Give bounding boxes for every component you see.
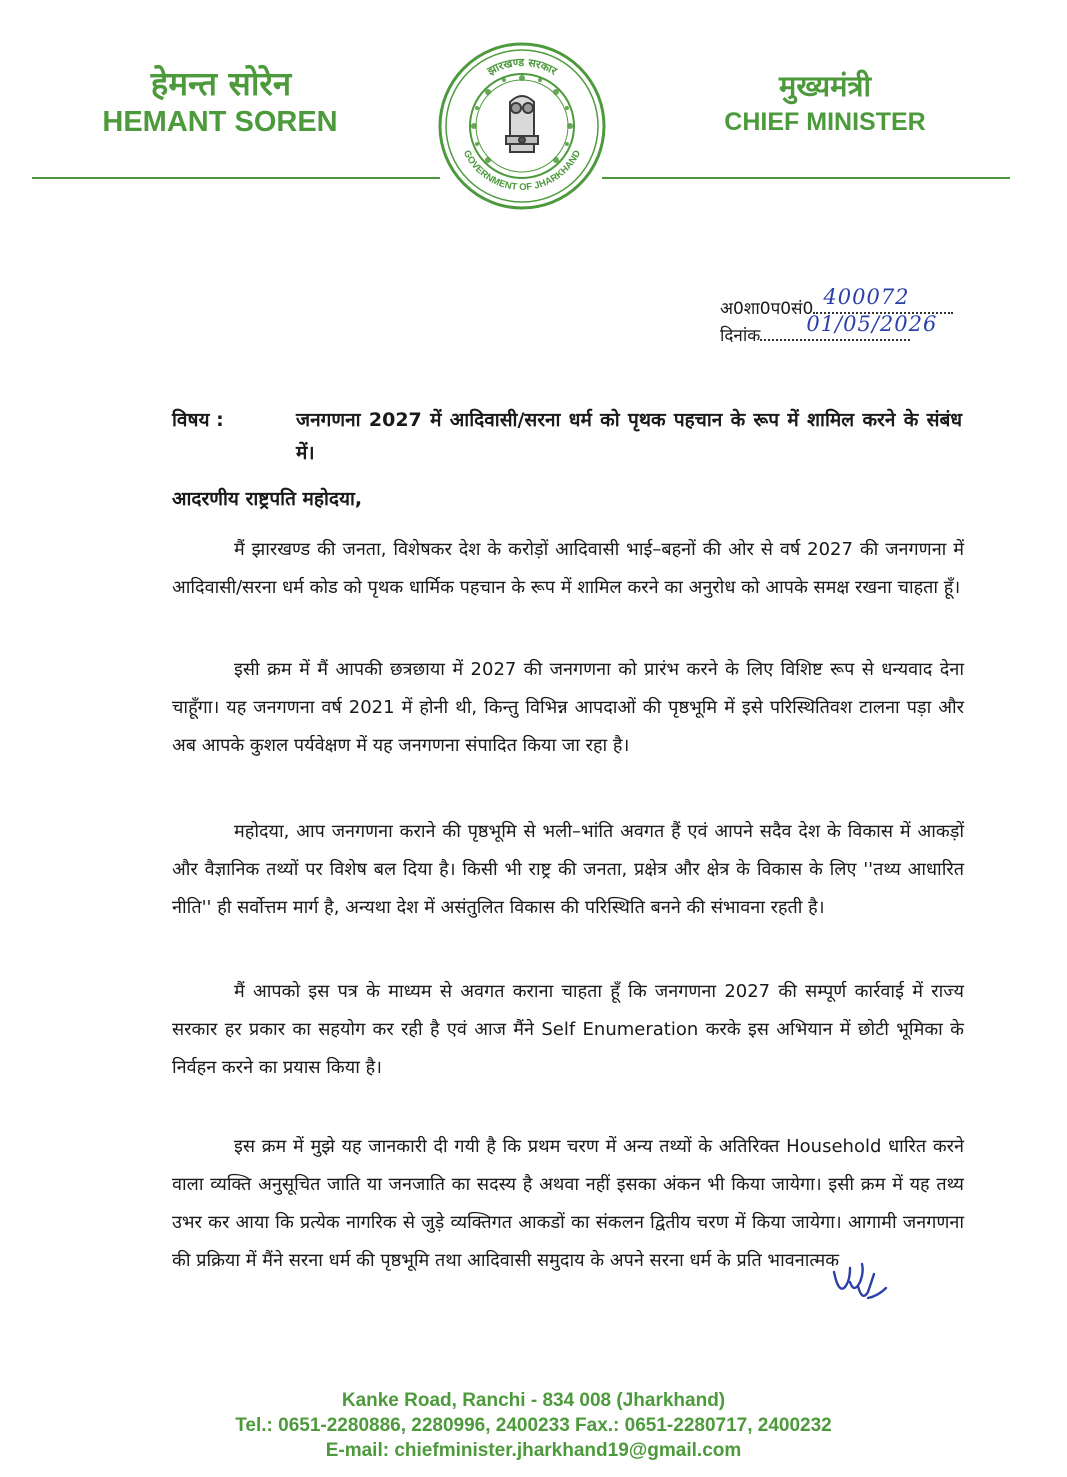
footer-address: Kanke Road, Ranchi - 834 008 (Jharkhand) [341, 1390, 726, 1411]
body-paragraph-5: इस क्रम में मुझे यह जानकारी दी गयी है कि प्रथम चरण में अन्य तथ्यों के अतिरिक्त Household धारित करने वाला व्यक्ति अनुसूचित जाति या जनजाति का सदस्य है अथवा नहीं इसका अंकन भी किया जायेगा। इसी क्रम में यह तथ्य उभर कर आया कि प्रत्येक नागरिक से जुड़े व्यक्तिगत आकडों का संकलन द्वितीय चरण में किया जायेगा। आगामी जनगणना की प्रक्रिया में मैंने सरना धर्म की पृष्ठभूमि तथा आदिवासी समुदाय के अपने सरना धर्म के प्रति भावनात्मक [172, 1136, 964, 1271]
seal-bottom-text: GOVERNMENT OF JHARKHAND [460, 148, 584, 194]
reference-number-value: 400072 [823, 285, 910, 309]
reference-block [720, 285, 953, 350]
sender-name-english: HEMANT SOREN [102, 106, 338, 138]
body-paragraph-4: मैं आपको इस पत्र के माध्यम से अवगत कराना चाहता हूँ कि जनगणना 2027 की सम्पूर्ण कार्रवाई में राज्य सरकार हर प्रकार का सहयोग कर रही है एवं आज मैंने Self Enumeration करके इस अभियान में छोटी भूमिका के निर्वहन करने का प्रयास किया है। [172, 981, 964, 1078]
letterhead-rule-right [602, 177, 1010, 179]
footer-phones: Tel.: 0651-2280886, 2280996, 2400233 Fax.: 0651-2280717, 2400232 [235, 1415, 832, 1436]
body-paragraph-3: महोदया, आप जनगणना कराने की पृष्ठभूमि से भली–भांति अवगत हैं एवं आपने सदैव देश के विकास में आकड़ों और वैज्ञानिक तथ्यों पर विशेष बल दिया है। किसी भी राष्ट्र की जनता, प्रक्षेत्र और क्षेत्र के विकास के लिए ''तथ्य आधारित नीति'' ही सर्वोत्तम मार्ग है, अन्यथा देश में असंतुलित विकास की परिस्थिति बनने की संभावना रहती है। [172, 821, 964, 918]
government-seal [436, 40, 608, 212]
salutation: आदरणीय राष्ट्रपति महोदया, [172, 488, 363, 510]
reference-date-value: 01/05/2026 [806, 312, 938, 336]
subject-text: जनगणना 2027 में आदिवासी/सरना धर्म को पृथक पहचान के रूप में शामिल करने के संबंध में। [296, 409, 962, 464]
footer-email: E-mail: chiefminister.jharkhand19@gmail.com [325, 1440, 742, 1461]
sender-title-english: CHIEF MINISTER [724, 108, 926, 136]
reference-date-label: दिनांक [720, 326, 761, 346]
seal-top-text: झारखण्ड सरकार [485, 55, 559, 78]
sender-name-hindi: हेमन्त सोरेन [150, 64, 292, 103]
letterhead-footer [0, 1388, 1067, 1463]
national-emblem-icon [506, 96, 538, 152]
subject-label: विषय : [172, 409, 224, 431]
handwritten-initials [828, 1258, 890, 1306]
reference-number-label: अ0शा0प0सं0 [720, 299, 814, 319]
letterhead-rule-left [32, 177, 440, 179]
sender-title-hindi: मुख्यमंत्री [779, 69, 871, 103]
body-paragraph-2: इसी क्रम में मैं आपकी छत्रछाया में 2027 की जनगणना को प्रारंभ करने के लिए विशिष्ट रूप से धन्यवाद देना चाहूँगा। यह जनगणना वर्ष 2021 में होनी थी, किन्तु विभिन्न आपदाओं की पृष्ठभूमि में इसे परिस्थितिवश टालना पड़ा और अब आपके कुशल पर्यवेक्षण में यह जनगणना संपादित किया जा रहा है। [172, 659, 964, 756]
body-paragraph-1: मैं झारखण्ड की जनता, विशेषकर देश के करोड़ों आदिवासी भाई–बहनों की ओर से वर्ष 2027 की जनगणना में आदिवासी/सरना धर्म कोड को पृथक धार्मिक पहचान के रूप में शामिल करने का अनुरोध को आपके समक्ष रखना चाहता हूँ। [172, 539, 964, 598]
